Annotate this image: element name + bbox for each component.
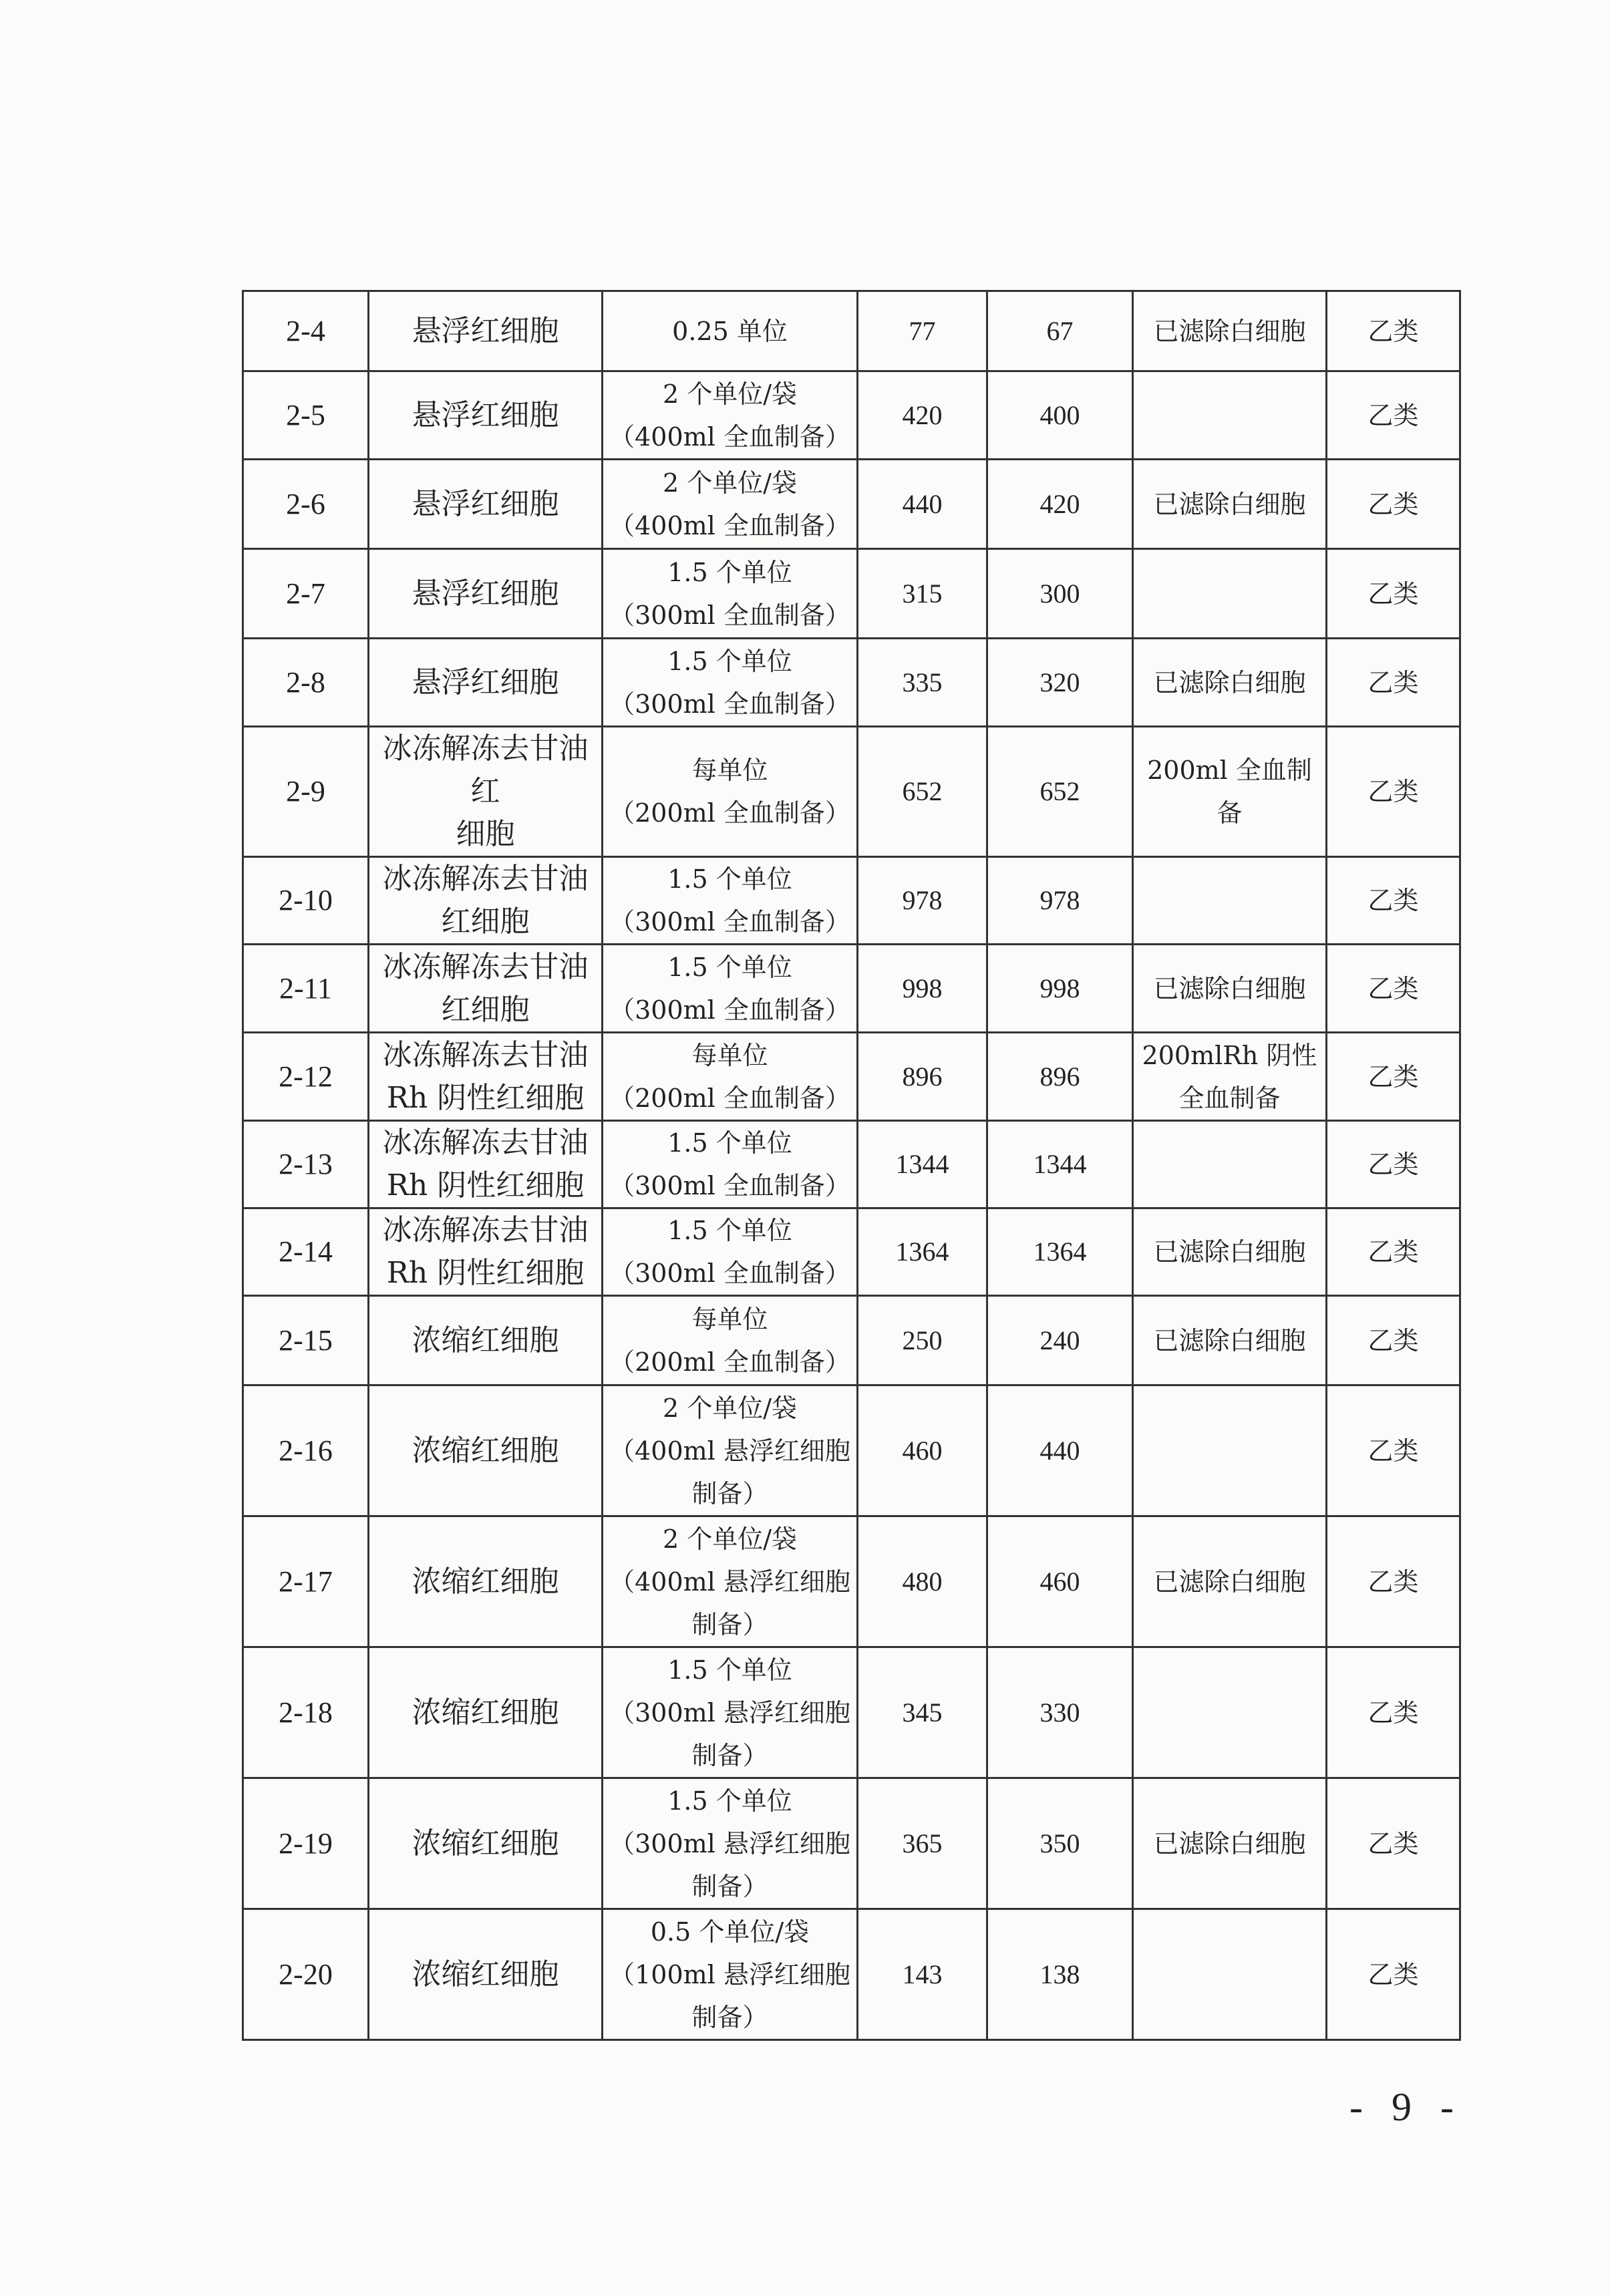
insurance-category: 乙类 (1327, 945, 1460, 1033)
product-name: 浓缩红细胞 (369, 1909, 603, 2040)
item-code: 2-18 (243, 1647, 369, 1778)
price-b: 460 (987, 1516, 1133, 1647)
table-row (243, 945, 1460, 1033)
product-name: 浓缩红细胞 (369, 1385, 603, 1516)
price-b: 67 (987, 291, 1133, 371)
table-row (243, 1033, 1460, 1121)
table-row (243, 371, 1460, 460)
price-a: 335 (858, 639, 987, 727)
product-name: 冰冻解冻去甘油 红细胞 (369, 857, 603, 945)
price-a: 77 (858, 291, 987, 371)
price-a: 998 (858, 945, 987, 1033)
price-b: 1364 (987, 1208, 1133, 1296)
product-note: 已滤除白细胞 (1133, 1516, 1327, 1647)
product-spec: 1.5 个单位 （300ml 全血制备） (603, 549, 858, 639)
insurance-category: 乙类 (1327, 1385, 1460, 1516)
table-body (243, 291, 1460, 2040)
item-code: 2-4 (243, 291, 369, 371)
product-note (1133, 1385, 1327, 1516)
product-note (1133, 549, 1327, 639)
price-b: 138 (987, 1909, 1133, 2040)
insurance-category: 乙类 (1327, 291, 1460, 371)
product-note (1133, 371, 1327, 460)
product-name: 悬浮红细胞 (369, 291, 603, 371)
price-a: 365 (858, 1778, 987, 1909)
price-b: 652 (987, 727, 1133, 857)
table-row (243, 639, 1460, 727)
item-code: 2-19 (243, 1778, 369, 1909)
table-row (243, 727, 1460, 857)
price-b: 330 (987, 1647, 1133, 1778)
price-b: 300 (987, 549, 1133, 639)
product-name: 悬浮红细胞 (369, 371, 603, 460)
item-code: 2-5 (243, 371, 369, 460)
price-a: 1364 (858, 1208, 987, 1296)
insurance-category: 乙类 (1327, 1208, 1460, 1296)
price-b: 896 (987, 1033, 1133, 1121)
product-spec: 1.5 个单位 （300ml 全血制备） (603, 1208, 858, 1296)
product-spec: 每单位 （200ml 全血制备） (603, 1033, 858, 1121)
insurance-category: 乙类 (1327, 1121, 1460, 1208)
product-spec: 0.25 单位 (603, 291, 858, 371)
price-a: 250 (858, 1296, 987, 1385)
product-spec: 1.5 个单位 （300ml 悬浮红细胞 制备） (603, 1647, 858, 1778)
insurance-category: 乙类 (1327, 727, 1460, 857)
product-note: 已滤除白细胞 (1133, 945, 1327, 1033)
price-b: 350 (987, 1778, 1133, 1909)
table-row (243, 1647, 1460, 1778)
insurance-category: 乙类 (1327, 639, 1460, 727)
price-a: 143 (858, 1909, 987, 2040)
price-a: 315 (858, 549, 987, 639)
item-code: 2-9 (243, 727, 369, 857)
product-name: 冰冻解冻去甘油 Rh 阴性红细胞 (369, 1208, 603, 1296)
item-code: 2-6 (243, 460, 369, 549)
product-name: 冰冻解冻去甘油 Rh 阴性红细胞 (369, 1033, 603, 1121)
table-row (243, 549, 1460, 639)
table-row (243, 1516, 1460, 1647)
table-row (243, 1385, 1460, 1516)
price-b: 320 (987, 639, 1133, 727)
product-note: 200mlRh 阴性 全血制备 (1133, 1033, 1327, 1121)
price-a: 345 (858, 1647, 987, 1778)
price-a: 440 (858, 460, 987, 549)
product-spec: 2 个单位/袋 （400ml 悬浮红细胞 制备） (603, 1385, 858, 1516)
product-note: 已滤除白细胞 (1133, 291, 1327, 371)
item-code: 2-12 (243, 1033, 369, 1121)
item-code: 2-10 (243, 857, 369, 945)
item-code: 2-11 (243, 945, 369, 1033)
product-spec: 1.5 个单位 （300ml 全血制备） (603, 857, 858, 945)
product-name: 悬浮红细胞 (369, 460, 603, 549)
price-a: 480 (858, 1516, 987, 1647)
product-note (1133, 1909, 1327, 2040)
price-a: 652 (858, 727, 987, 857)
table-row (243, 1121, 1460, 1208)
product-name: 浓缩红细胞 (369, 1647, 603, 1778)
insurance-category: 乙类 (1327, 1778, 1460, 1909)
product-spec: 每单位 （200ml 全血制备） (603, 727, 858, 857)
blood-product-price-table (242, 290, 1461, 2041)
page-number: - 9 - (1349, 2085, 1463, 2129)
price-a: 460 (858, 1385, 987, 1516)
table-row (243, 1296, 1460, 1385)
item-code: 2-13 (243, 1121, 369, 1208)
product-spec: 2 个单位/袋 （400ml 悬浮红细胞 制备） (603, 1516, 858, 1647)
product-name: 冰冻解冻去甘油 红细胞 (369, 945, 603, 1033)
price-a: 896 (858, 1033, 987, 1121)
table-row (243, 291, 1460, 371)
insurance-category: 乙类 (1327, 1516, 1460, 1647)
table-row (243, 1909, 1460, 2040)
product-spec: 每单位 （200ml 全血制备） (603, 1296, 858, 1385)
item-code: 2-15 (243, 1296, 369, 1385)
price-a: 978 (858, 857, 987, 945)
item-code: 2-7 (243, 549, 369, 639)
item-code: 2-17 (243, 1516, 369, 1647)
product-spec: 2 个单位/袋 （400ml 全血制备） (603, 460, 858, 549)
product-name: 冰冻解冻去甘油 Rh 阴性红细胞 (369, 1121, 603, 1208)
price-b: 440 (987, 1385, 1133, 1516)
insurance-category: 乙类 (1327, 460, 1460, 549)
price-b: 1344 (987, 1121, 1133, 1208)
product-spec: 1.5 个单位 （300ml 全血制备） (603, 1121, 858, 1208)
product-note: 已滤除白细胞 (1133, 1778, 1327, 1909)
product-note: 已滤除白细胞 (1133, 639, 1327, 727)
price-b: 240 (987, 1296, 1133, 1385)
product-name: 浓缩红细胞 (369, 1296, 603, 1385)
product-spec: 2 个单位/袋 （400ml 全血制备） (603, 371, 858, 460)
product-note (1133, 1647, 1327, 1778)
product-name: 冰冻解冻去甘油红 细胞 (369, 727, 603, 857)
item-code: 2-20 (243, 1909, 369, 2040)
product-name: 浓缩红细胞 (369, 1778, 603, 1909)
item-code: 2-14 (243, 1208, 369, 1296)
insurance-category: 乙类 (1327, 1033, 1460, 1121)
insurance-category: 乙类 (1327, 1647, 1460, 1778)
table-row (243, 460, 1460, 549)
product-name: 浓缩红细胞 (369, 1516, 603, 1647)
price-b: 420 (987, 460, 1133, 549)
insurance-category: 乙类 (1327, 1909, 1460, 2040)
price-b: 978 (987, 857, 1133, 945)
product-note: 200ml 全血制备 (1133, 727, 1327, 857)
product-note: 已滤除白细胞 (1133, 1296, 1327, 1385)
product-note (1133, 1121, 1327, 1208)
insurance-category: 乙类 (1327, 1296, 1460, 1385)
price-a: 1344 (858, 1121, 987, 1208)
table-row (243, 857, 1460, 945)
product-spec: 1.5 个单位 （300ml 全血制备） (603, 639, 858, 727)
price-b: 998 (987, 945, 1133, 1033)
price-b: 400 (987, 371, 1133, 460)
product-name: 悬浮红细胞 (369, 639, 603, 727)
insurance-category: 乙类 (1327, 857, 1460, 945)
product-note: 已滤除白细胞 (1133, 460, 1327, 549)
product-note: 已滤除白细胞 (1133, 1208, 1327, 1296)
price-a: 420 (858, 371, 987, 460)
product-name: 悬浮红细胞 (369, 549, 603, 639)
table-row (243, 1778, 1460, 1909)
product-spec: 1.5 个单位 （300ml 悬浮红细胞 制备） (603, 1778, 858, 1909)
product-note (1133, 857, 1327, 945)
item-code: 2-8 (243, 639, 369, 727)
item-code: 2-16 (243, 1385, 369, 1516)
product-spec: 0.5 个单位/袋 （100ml 悬浮红细胞 制备） (603, 1909, 858, 2040)
insurance-category: 乙类 (1327, 549, 1460, 639)
insurance-category: 乙类 (1327, 371, 1460, 460)
table-row (243, 1208, 1460, 1296)
product-spec: 1.5 个单位 （300ml 全血制备） (603, 945, 858, 1033)
